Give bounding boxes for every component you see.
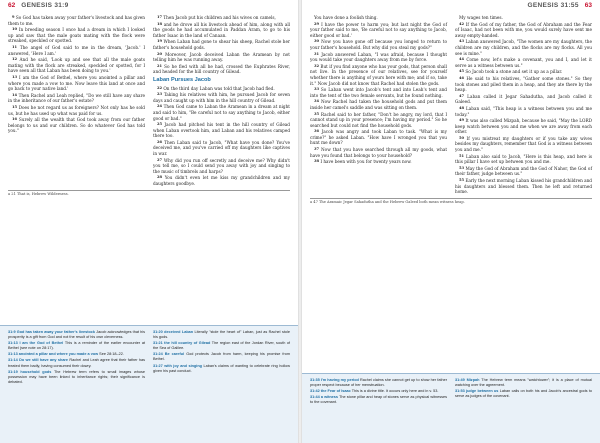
- verse: [455, 178, 592, 195]
- verse: [310, 147, 447, 158]
- verse-number: 33: [314, 87, 320, 92]
- verse-number: 9: [12, 15, 15, 19]
- study-note: [153, 364, 290, 374]
- verse-text: I have been with you for twenty years now.: [320, 159, 412, 165]
- verse-number: 49: [459, 118, 465, 123]
- study-note-text: The Hebrew term refers to small images whose possession may have been linked to inheritance rights; their significance is debated.: [8, 369, 145, 384]
- verse-number: 19: [157, 39, 163, 44]
- study-note-reference: 31:13 I am the God of Bethel: [8, 341, 64, 346]
- study-note-text: The region east of the Jordan River, south of the Sea of Galilee.: [153, 341, 290, 351]
- verse-text: So Jacob took a stone and set it up as a pillar.: [465, 69, 563, 75]
- study-note-text: Laban calls on both his and Jacob's ancestral gods to serve as judges of the covenant.: [455, 389, 592, 399]
- verse: [153, 86, 290, 92]
- verse-number: 18: [157, 21, 163, 26]
- right-page-number: 63: [584, 2, 592, 9]
- verse-number: 11: [12, 44, 18, 49]
- verse-number: 34: [314, 99, 320, 104]
- study-note-text: God protects Jacob from harm, keeping his promise from Bethel.: [153, 352, 290, 362]
- study-note: [310, 395, 447, 405]
- verse-text: I am the God of Bethel, where you anointed a pillar and where you made a vow to me. Now leave this land at once and go back to your native land.': [8, 74, 145, 92]
- study-note: [8, 330, 145, 340]
- verse: [310, 112, 447, 129]
- verse: [8, 117, 145, 134]
- verse-number: 35: [314, 111, 320, 116]
- left-page: [0, 0, 298, 443]
- study-note: [8, 358, 145, 368]
- left-running-head: [8, 2, 290, 13]
- verse-text: In breeding season I once had a dream in which I looked up and saw that the male goats mating with the flock were streaked, speckled or spotted.: [8, 27, 145, 44]
- verse-number: 43: [459, 39, 465, 44]
- verse-text: The angel of God said to me in the dream, 'Jacob.' I answered, 'Here I am.': [8, 44, 145, 56]
- study-note: [455, 378, 592, 388]
- verse-text: Then God came to Laban the Aramean in a dream at night and said to him, "Be careful not to say anything to Jacob, either good or bad.": [153, 104, 290, 121]
- study-note-text: Laban's claims of wanting to celebrate ring hollow given his past conduct.: [153, 363, 290, 373]
- verse: [455, 69, 592, 75]
- verse: [8, 45, 145, 56]
- verse-number: 22: [157, 85, 163, 90]
- verse-number: 10: [12, 27, 18, 32]
- verse: [455, 22, 592, 39]
- verse-number: 31: [314, 51, 320, 56]
- verse-text: Now that you have searched through all my goods, what have you found that belongs to your household?: [310, 147, 447, 158]
- verse-text: You have done a foolish thing.: [314, 15, 378, 20]
- verse-text: And he said, 'Look up and see that all the male goats mating with the flock are streaked, speckled or spotted, for I have seen all that Laban has been doing to you.': [8, 57, 145, 74]
- verse: [153, 158, 290, 175]
- verse-number: 46: [459, 75, 465, 80]
- verse-number: 53: [459, 165, 465, 170]
- verse: [455, 76, 592, 93]
- verse-text: Then Jacob put his children and his wives on camels,: [163, 15, 276, 20]
- verse-text: So God has taken away your father's livestock and has given them to me.: [8, 15, 145, 26]
- verse-text: Rachel said to her father, "Don't be angry, my lord, that I cannot stand up in your presence; I'm having my period." So he searched but could not find the household gods.: [310, 111, 447, 128]
- study-note: [8, 352, 145, 357]
- verse-number: 55: [459, 178, 465, 183]
- verse-text: Jacob answered Laban, "I was afraid, because I thought you would take your daughters away from me by force.: [310, 51, 447, 63]
- study-note-reference: 31:49 Mizpah: [455, 378, 480, 382]
- right-footnote: a 47 The Aramaic Jegar Sahadutha and the Hebrew Galeed both mean witness heap.: [310, 198, 592, 204]
- verse: [8, 57, 145, 74]
- verse-number: 38: [314, 159, 320, 164]
- verse-text: Surely all the wealth that God took away from our father belongs to us and our children. So do whatever God has told you.": [8, 117, 145, 134]
- verse: [310, 52, 447, 63]
- verse-text: Jacob was angry and took Laban to task. "What is my crime?" he asked Laban. "How have I wronged you that you hunt me down?: [310, 129, 447, 146]
- right-running-head: [310, 2, 592, 13]
- verse-text: Taking his relatives with him, he pursued Jacob for seven days and caught up with him in the hill country of Gilead.: [153, 92, 290, 103]
- verse: [310, 99, 447, 110]
- verse: [153, 64, 290, 75]
- verse-text: Moreover, Jacob deceived Laban the Aramean by not telling him he was running away.: [153, 51, 290, 63]
- verse-number: 27: [157, 157, 163, 162]
- right-column-1: [310, 15, 447, 196]
- verse-text: and he drove all his livestock ahead of him, along with all the goods he had accumulated in Paddan Aram, to go to his father Isaac in the land of Canaan.: [153, 21, 290, 38]
- study-note: [153, 330, 290, 340]
- verse-text: Then Laban said to Jacob, "What have you done? You've deceived me, and you've carried off my daughters like captives in war.: [153, 139, 290, 157]
- study-note-reference: 31:21 the hill country of Gilead: [153, 341, 211, 346]
- study-note-text: Rachel claims she cannot get up to show her father proper respect because of her menstruation.: [310, 378, 448, 388]
- study-note: [153, 341, 290, 351]
- verse: [310, 64, 447, 86]
- verse-text: Laban called it Jegar Sahadutha, and Jacob called it Galeed.: [455, 93, 592, 105]
- left-running-head-title: GENESIS 31:9: [21, 2, 69, 9]
- left-scripture-columns: [8, 15, 290, 188]
- verse: [455, 15, 592, 21]
- verse-number: 44: [459, 57, 465, 62]
- verse-number: 17: [157, 15, 163, 19]
- study-note-reference: 31:14 Do we still have any share: [8, 358, 69, 363]
- verse: [8, 27, 145, 44]
- verse: [455, 154, 592, 165]
- verse-number: 37: [314, 147, 320, 152]
- verse-text: It was also called Mizpah, because he said, "May the LORD keep watch between you and me when we are away from each other.: [455, 118, 592, 135]
- verse-number: 24: [157, 104, 163, 109]
- right-page: [302, 0, 600, 443]
- study-note: [8, 370, 145, 385]
- study-note-reference: 31:53 judge between us: [455, 389, 499, 394]
- verse: [8, 15, 145, 26]
- verse: [8, 93, 145, 104]
- verse-text: But if you find anyone who has your gods, that person shall not live. In the presence of our relatives, see for yourself whether there is anything of yours here with me; and if so, take it." Now Jacob did not know that Rachel had stolen the gods.: [310, 63, 447, 86]
- verse-text: Laban said, "This heap is a witness between you and me today.": [455, 105, 592, 117]
- verse-number: 28: [157, 175, 163, 180]
- verse: [153, 39, 290, 50]
- verse-number: 23: [157, 92, 163, 97]
- right-column-2: [455, 15, 592, 196]
- verse-number: 20: [157, 51, 163, 56]
- verse: [153, 15, 290, 21]
- study-note-reference: 31:19 household gods: [8, 369, 52, 374]
- verse: [153, 22, 290, 39]
- verse-text: He said to his relatives, "Gather some stones." So they took stones and piled them in a heap, and they ate there by the heap.: [455, 75, 592, 93]
- verse-text: Laban answered Jacob, "The women are my daughters, the children are my children, and the flocks are my flocks. All you see is mine.": [455, 39, 592, 56]
- verse: [8, 105, 145, 116]
- verse-text: Does he not regard us as foreigners? Not only has he sold us, but he has used up what was paid for us.: [8, 104, 145, 116]
- verse-text: So he fled with all he had, crossed the Euphrates River, and headed for the hill country of Gilead.: [153, 63, 290, 75]
- left-notes-column-1: [8, 330, 145, 443]
- verse: [153, 104, 290, 121]
- verse: [153, 175, 290, 186]
- study-note: [455, 389, 592, 399]
- study-note-reference: 31:9 God has taken away your father's livestock: [8, 330, 96, 334]
- verse-number: 26: [157, 139, 163, 144]
- verse-text: Now Rachel had taken the household gods and put them inside her camel's saddle and was sitting on them.: [310, 99, 447, 110]
- left-footnote: a 21 That is, Hebrew Wilderness.: [8, 190, 290, 196]
- verse: [153, 122, 290, 139]
- right-notes-column-2: [455, 378, 592, 443]
- verse: [310, 39, 447, 50]
- verse-number: 15: [12, 104, 18, 109]
- study-note-reference: 31:27 with joy and singing: [153, 363, 202, 368]
- study-note-reference: 31:35 I'm having my period: [310, 378, 359, 382]
- verse-text: I have the power to harm you; but last night the God of your father said to me, 'Be careful not to say anything to Jacob, either good or bad.': [310, 21, 447, 38]
- verse-text: If you mistreat my daughters or if you take any wives besides my daughters, remember that God is a witness between you and me.": [455, 135, 592, 153]
- left-column-2: [153, 15, 290, 188]
- verse: [310, 87, 447, 98]
- study-note: [310, 378, 447, 388]
- right-notes-column-1: [310, 378, 447, 443]
- verse-number: 42: [459, 21, 465, 26]
- verse-number: 47: [459, 93, 465, 98]
- study-note-reference: 31:20 deceived Laban: [153, 330, 194, 334]
- verse-text: So Laban went into Jacob's tent and into Leah's tent and into the tent of the two female servants, but he found nothing.: [310, 87, 447, 98]
- verse-text: My wages ten times.: [459, 15, 503, 20]
- verse-number: 21: [157, 63, 163, 68]
- left-page-number: 62: [8, 2, 16, 9]
- verse-number: 12: [12, 57, 18, 62]
- verse-text: Laban also said to Jacob, "Here is this heap, and here is this pillar I have set up between you and me.: [455, 153, 592, 165]
- verse-text: On the third day Laban was told that Jacob had fled.: [163, 85, 275, 91]
- verse: [310, 159, 447, 165]
- verse-number: 16: [12, 117, 18, 122]
- study-note-reference: 31:13 anointed a pillar and where you made a vow: [8, 352, 99, 357]
- verse: [455, 106, 592, 117]
- verse-number: 45: [459, 69, 465, 74]
- verse: [153, 52, 290, 63]
- study-note-text: The Hebrew term means "watchtower"; it is a place of mutual watching over the agreement.: [455, 378, 592, 388]
- verse-text: Jacob had pitched his tent in the hill country of Gilead when Laban overtook him, and Laban and his relatives camped there too.: [153, 122, 290, 139]
- study-note-text: Rachel and Leah agree that their father has treated them badly, having consumed their dowry.: [8, 358, 145, 368]
- right-running-head-title: GENESIS 31:55: [527, 2, 579, 9]
- verse-number: 30: [314, 39, 320, 44]
- verse: [310, 22, 447, 39]
- verse: [455, 39, 592, 56]
- left-study-notes: [0, 325, 298, 443]
- verse: [455, 118, 592, 135]
- verse: [455, 94, 592, 105]
- study-note-text: See 28:18–22.: [99, 352, 124, 357]
- study-note-reference: 31:42 the Fear of Isaac: [310, 389, 351, 394]
- study-note-reference: 31:44 a witness: [310, 395, 339, 400]
- study-note-text: The stone pillar and heap of stones serve as physical witnesses to the covenant.: [310, 395, 448, 405]
- left-column-1: [8, 15, 145, 188]
- verse-text: When Laban had gone to shear his sheep, Rachel stole her father's household gods.: [153, 39, 290, 50]
- verse: [455, 136, 592, 153]
- study-note: [310, 389, 447, 394]
- study-note: [153, 352, 290, 362]
- verse-text: Early the next morning Laban kissed his grandchildren and his daughters and blessed them. Then he left and returned home.: [455, 178, 592, 195]
- verse: [153, 92, 290, 103]
- verse-number: 29: [314, 21, 320, 26]
- right-scripture-columns: [310, 15, 592, 196]
- verse-number: 14: [12, 92, 18, 97]
- verse-number: 50: [459, 135, 465, 140]
- verse-number: 48: [459, 105, 465, 110]
- section-heading: Laban Pursues Jacob: [153, 76, 211, 83]
- verse: [455, 57, 592, 68]
- verse-text: Why did you run off secretly and deceive me? Why didn't you tell me, so I could send you away with joy and singing to the music of timbrels and harps?: [153, 157, 290, 174]
- verse: [455, 166, 592, 177]
- left-notes-column-2: [153, 330, 290, 443]
- study-note-reference: 31:24 Be careful: [153, 352, 185, 357]
- verse: [153, 140, 290, 157]
- verse: [310, 15, 447, 21]
- verse-text: Now you have gone off because you longed to return to your father's household. But why did you steal my gods?": [310, 39, 447, 50]
- verse-number: 51: [459, 153, 465, 158]
- verse-number: 13: [12, 74, 18, 79]
- verse-text: Come now, let's make a covenant, you and I, and let it serve as a witness between us.": [455, 57, 592, 68]
- study-note-text: This is a divine title. It occurs only here and in v. 53.: [351, 389, 439, 394]
- verse: [310, 129, 447, 146]
- verse-text: If the God of my father, the God of Abraham and the Fear of Isaac, had not been with me, you would surely have sent me away empty-handed.: [455, 21, 592, 38]
- verse-number: 25: [157, 122, 163, 127]
- study-note-text: Jacob acknowledges that his prosperity is a gift from God and not the result of his own cleverness.: [8, 330, 145, 340]
- verse: [8, 75, 145, 92]
- study-note: [8, 341, 145, 351]
- verse-text: Then Rachel and Leah replied, "Do we still have any share in the inheritance of our father's estate?: [8, 92, 145, 104]
- verse-text: May the God of Abraham and the God of Nahor, the God of their father, judge between us.": [455, 165, 592, 177]
- verse-text: You didn't even let me kiss my grandchildren and my daughters goodbye.: [153, 175, 290, 187]
- right-study-notes: [302, 373, 600, 443]
- verse-number: 32: [314, 63, 320, 68]
- study-note-text: This is a reminder of the earlier encounter at Bethel (see note on 28:17).: [8, 341, 145, 351]
- study-note-text: Literally "stole the heart of" Laban, just as Rachel stole his gods.: [153, 330, 290, 340]
- verse-number: 36: [314, 129, 320, 134]
